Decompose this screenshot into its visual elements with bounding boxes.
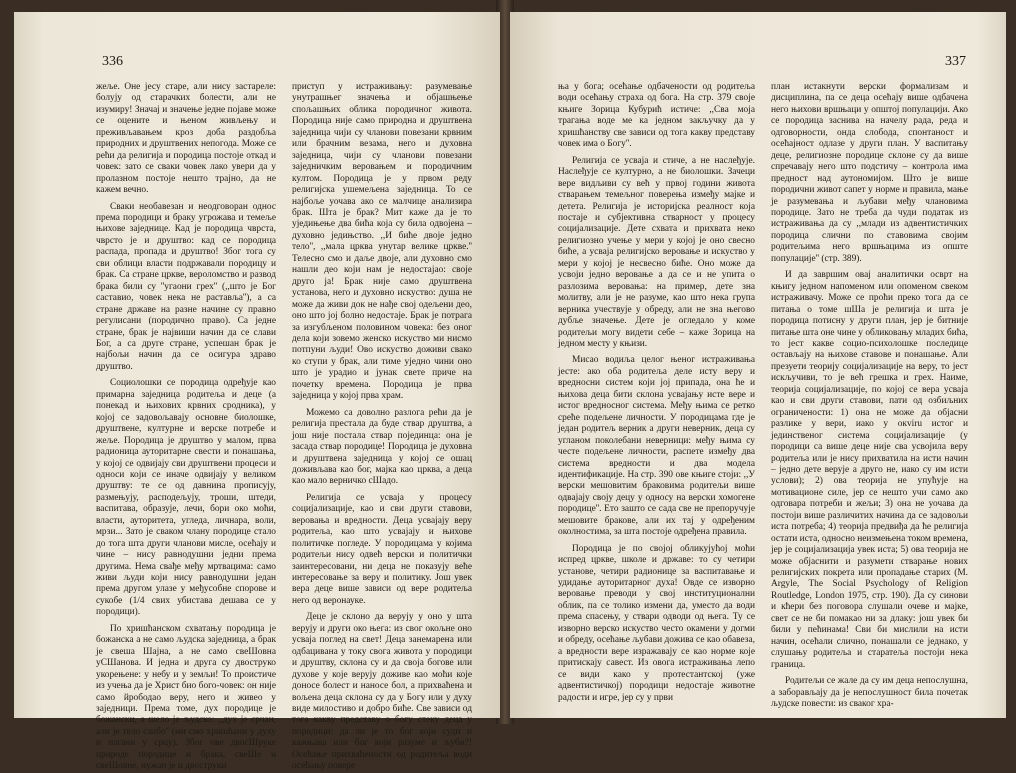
right-column-2 [771, 82, 968, 710]
right-column-1 [558, 82, 755, 710]
paragraph: Деце је склоно да верују у оно у шта верују и други око њега: из свог окољне оно усваја поглед на свет! Деца занемарена или одбацивана у току свога живота у породици и друштву, склона су и да своја богове или духове у које верују доживе као моћи које доносе болест и наносе бол, а прихваћена и вољена деца склона су да у Богу или у духу виде милостиво и добро биће. Све зависи од тога какву представу о богу стеку деца у породици: да ли је то бог који суди и кажњава или бог који разуме и љуби?! Осећање прихваћености од родитеља води осећању повере [292, 612, 472, 772]
paragraph: жеље. Оне јесу старе, али нису застареле: болују од старачких болести, али не изумиру! Значај и значење једне појаве може се оцените и њеном живљењу и преживљавањем кроз доба раздобља природних и друштвених непогода. Може се рећи да религија и породица постоје откад и човек: зато се сваки човек лако увери да у пролазном постоје нешто трајно, да не кажем вечно. [96, 82, 276, 196]
paragraph: Религија се усваја у процесу социјализације, као и сви други ставови, веровања и вредности. Деца усвајају веру родитеља, као што усвајају и њихове политичке погледе. У породицама у којима родитељи нису одвећ верски и политички заинтересовани, ни деца не показују веће интересовање за веру и политику. Још увек вера деце више зависи од вере родитеља него од веронауке. [292, 492, 472, 606]
left-column-1 [96, 82, 276, 772]
page-number-left: 336 [102, 54, 123, 69]
paragraph: приступ у истраживању: разумевање унутрашњег значења и објашњење спољашњих облика породичног живота. Породица није само природна и друштвена заједница чији су чланови повезани крвним или брачним везама, него и духовна заједница, чији су чланови повезани заједничким веровањем и породичним култом. Породица је у првом реду религијска ушемељена заједница. То се најбоље уочава ако се малчице анализира брак. Шта је брак? Мит каже да је то уједињење два бића која су била одвојена – духовно једињство. ,,И биће двоје једно тело'', ,,мала црква унутар велике цркве.'' Телесно смо и даље двоје, али духовно смо нашли део који нам је недостајао: своје друго ја! Брак није само друштвена установа, него и духовно искуство: душа не може да живи док не нађе свој одељени део, оно што јој болно недостаје. Брак је потрага за изгубљеном половином човека: без оног дела који зовемо женско искуство ми нисмо потпуни људи! Ово искуство доживи свако ко ступи у брак, али тиме уједно чини оно што је урадио и јунак свете приче на почетку времена. Породица је прва заједница у којој прва храм. [292, 82, 472, 402]
paragraph: Сваки необавезан и неодговоран однос према породици и браку угрожава и темеље њихове заједнице. Кад је породица чврста, чврсто је и друштво: кад се породица распада, пропада и друштво! Због тога су сви облици власти подржавали породицу и брак. Са стране цркве, вероломство и развод брака били су ''угаони грех'' (,,што је Бог саставио, човек нека не раставља''), а са стране државе на разне начине су правно регулисани (породично право). Са једне стране, брак је највиши начин да се слави Бог, а са друге стране, успешан брак је најбољи начин да се осигура здраво друштво. [96, 201, 276, 372]
paragraph: Родитељи се жале да су им деца непослушна, а заборављају да је непослушност била почетак људске повести: из сваког хра- [771, 676, 968, 710]
paragraph: план истакнути верски формализам и дисциплина, па се деца осећају више одбачена него њихови вршњаци у општој популацији. Ако се породица заснива на начелу рада, реда и одговорности, онда слобода, спонтаност и осећајност одлазе у други план. У васпитању деце, религиозне породице склоне су да више спречавају него што подстичу – контрола има предност над аутономијом. Што је више породични живот сапет у норме и правила, мање је разумевања и љубави међу члановима породице. Зато не треба да чуди податак из истраживања да су ,,млади из адвентистичких породица слични по ставовима својим родитељима него вршњацима из опште популације'' (стр. 389). [771, 82, 968, 264]
left-column-2 [292, 82, 472, 772]
paragraph: По хришћанском схватању породица је божанска а не само људска заједница, а брак је свеша Шајна, а не само свеШовна уСШанова. И једна и друга су двоструко укорењене: у небу и у земљи! То проистиче из учења да је Христ био бого-човек: он није само йрободао веру, него и живео у заједници. Према томе, дух породице је божански, а шело је људско: ,,дух је срчан, али је тело слабо'' (ми смо хришћани у духу и пагани у срцу). Због ове двосШруке природе породице и брака, свеШе и свеШовне, нужан је и двоструки [96, 623, 276, 772]
paragraph: Социолошки се породица одређује као примарна заједница родитеља и деце (а понекад и њихових крвних сродника), у којој се задовољавају основне биолошке, друштвене, културне и верске потребе и жеље. Породица је друштво у малом, прва радионица ауторитарне свести и понашања, у којој се одвијају сви друштвени процеси и односи који се иначе одвијају у великом друштву: те се од давнина прописују, размењују, расподељују, троши, штеди, васпитава, образује, лечи, бори око моћи, власти, ауторитета, угледа, личнара, воли, мрзи... Зато је сваком члану породице стало до тога шта други чланови мисле, осећају и чине – нису равнодушни једни према другима. Нема свађе међу мртвацима: само живи људи који нису равнодушни један према другом улазе у међусобне спорове и сукобе (1/4 свих убистава дешава се у породици). [96, 378, 276, 618]
paragraph: Мисао водиља целог њеног истраживања јесте: ако оба родитеља деле исту веру и вредносни систем који јој припада, она ће и њихова деца бити склона усвајању исте вере и истог вредносног система. Међу њима се ретко среће подељене личности. У породицама где је један родитељ верник а други неверник, деца су угланом поколебани неверници: међу њима су честе подељене личности, распете између два система вредности и два модела идентификације. На стр. 390 ове књиге стоји: ,,У верски мешовитим браковима родитељи више одвајају своју децу у односу на верски хомогене породице''. Ето зашто се сада све не препоручује мешовите браковe, али их тај у одређеним околностима, за шта постоје одређена правила. [558, 355, 755, 538]
page-number-right: 337 [945, 54, 966, 69]
left-page [14, 12, 500, 772]
paragraph: И да завршим овај аналитички осврт на књигу једном напоменом или опоменом свеком истраживачу. Може се проћи преко тога да се питања о томе шШа је религија и шта је породица потисну у други план, јер је битније питање шта оне чине у обликовању младих бића, то јест какве социо-психолошке последице остављају на њихове ставове и понашање. Али презуети теорију социјализације на веру, то јест искључиви, то је већ грешка и грех. Наиме, теорија социјализације, по којој се вера усваја као и сви други ставови, пати од озбиљних ограничености: 1) она не може да објасни разлике у вери, иако у окviru истог и јединственог система социјализације (у породици са више деце није сва усвојила веру родитеља или је нису прихватила на исти начин – једно дете верује а друго не, иако су им исти услови); 2) ова теорија не упућује на мотивационе силе, јер се нешто учи само ако одговара потреби и жељи; 3) она не уочава да постоји више различитих начина да се задовољи иста потреба; 4) теорија предвиђа да ће религија остати иста, односно неизмењена током времена, јер је социјализација увек иста; 5) ова теорија не може објаснити и разумети стварање нових религијских покрета или пропадање старих (M. Argyle, The Social Psychology of Religion Routledge, London 1975, стр. 190). Да су синови и кћери без поговора слушали очеве и мајке, свет се не би помакао ни за длаку: још увек би били у пећинама! Сви би мислили на исти начин, осећали слично, понашали се једнако, у слушању родитеља и старатеља постоји нека граница. [771, 270, 968, 670]
paragraph: Можемо са доволно разлога рећи да је религија престала да буде ствар друштва, а још није постала ствар појединца: она је засада ствар породице! Породица је духовна и друштвена заједница у којој се ошац доживљава као бог, мајка као црква, а деца као мало верничко сШадо. [292, 407, 472, 487]
paragraph: Религија се усваја и стиче, а не наслеђује. Наслеђује се културно, а не биолошки. Зачеци вере видљиви су већ у првој години живота стварањем темељног поверења између мајке и детета. Религија је историјска реалност која постаје и субјективна стварност у процесу социјализације. Дете схвата и прихвата неко религиозно учење у мери у којој је оно свесно биће, а усваја религијско веровање и искуство у мери у којој је несвесно биће. Оно може да усвоји једно веровање а да се и не упита о разлозима веровања: на пример, дете зна молитву, али је не разуме, као што нека група верника учествује у обреду, али не зна његово дубље значење. Дете је огледало у коме родитељи могу видети себе – каже Зорица на једном месту у књизи. [558, 155, 755, 349]
paragraph: Породица је по својој обликујућој моћи испред цркве, школе и државе: то су четири установе, четири радионице за васпитавање и удидање ауторитарног духа! Овде се изворно веровање преводи у свој институционални облик, па се толико измени да, уместо да води према спасењу, у ствари одводи од њега. Ту се изворно верско искуство често окамени у догми и обреду, осећање љубави дожива се као обавеза, а вредности вере изражавају се као норме које притискају савест. Из овога истраживања лепо се види како у протестантској (уже адвентистичкој) породици недостаје животне радости и игре, јер су у први [558, 543, 755, 703]
right-page [510, 12, 1006, 718]
paragraph: ња у бога; осећање одбачености од родитеља води осећању страха од бога. На стр. 379 своје књиге Зорица Кубурић истиче: ,,Сва моја трагања воде ме ка једном закључку да у хришћанству све зависи од тога какву представу човек има о Богу''. [558, 82, 755, 150]
